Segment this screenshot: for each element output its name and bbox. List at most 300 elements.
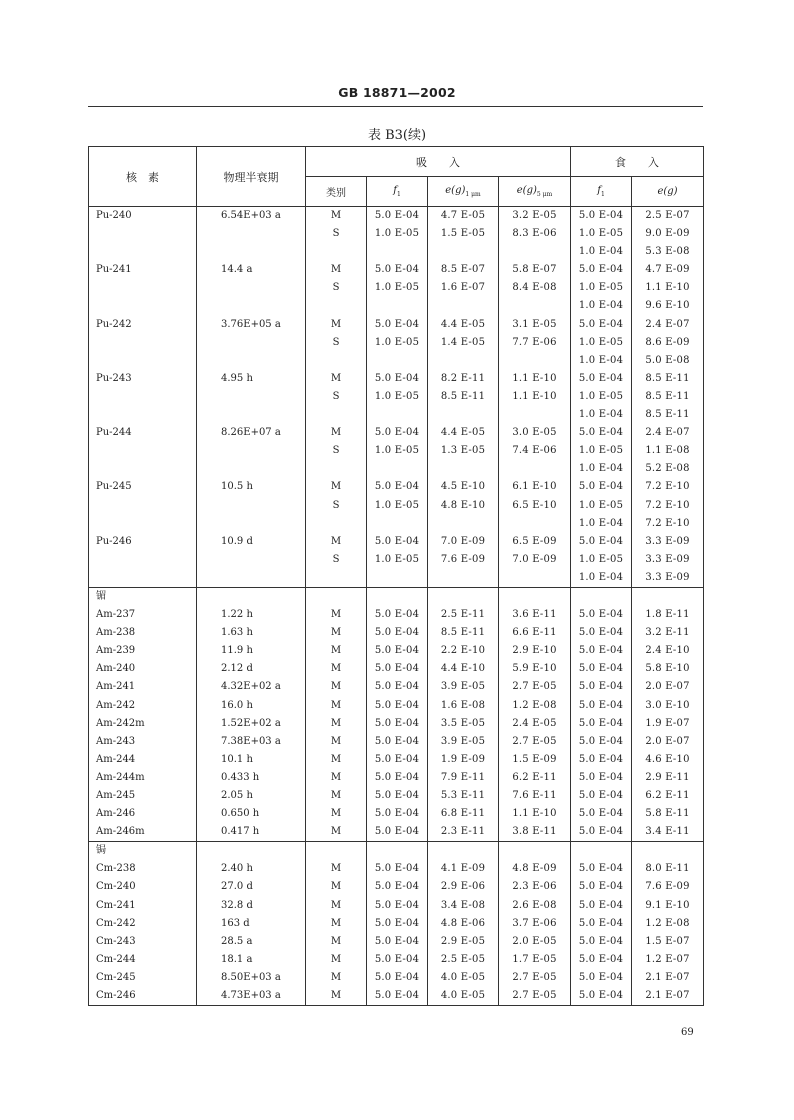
ingestion-e-cell: 8.6 E-09 <box>632 334 704 352</box>
ingestion-e-cell: 3.0 E-10 <box>632 697 704 715</box>
table-row <box>89 897 704 915</box>
table-row <box>89 642 704 660</box>
table-row <box>89 951 704 969</box>
ingestion-e-cell: 9.6 E-10 <box>632 297 704 315</box>
ingestion-f1-cell: 1.0 E-04 <box>571 515 632 533</box>
ingestion-f1-cell: 5.0 E-04 <box>571 969 632 987</box>
ingestion-f1-cell: 5.0 E-04 <box>571 987 632 1006</box>
inhalation-f1-cell: 5.0 E-04 <box>367 769 428 787</box>
ingestion-e-cell: 8.5 E-11 <box>632 388 704 406</box>
inhalation-f1-cell <box>367 460 428 478</box>
table-row <box>89 497 704 515</box>
half-life-cell: 1.63 h <box>197 624 306 642</box>
e-5um-cell: 2.7 E-05 <box>499 733 571 751</box>
type-cell <box>306 569 367 588</box>
empty-cell <box>367 842 428 861</box>
inhalation-f1-cell: 5.0 E-04 <box>367 933 428 951</box>
e-5um-cell: 1.1 E-10 <box>499 388 571 406</box>
empty-cell <box>499 587 571 606</box>
nuclide-cell <box>89 279 197 297</box>
nuclide-cell: Am-246m <box>89 823 197 842</box>
table-row <box>89 261 704 279</box>
type-cell: M <box>306 769 367 787</box>
inhalation-f1-cell: 1.0 E-05 <box>367 442 428 460</box>
e-5um-cell: 2.7 E-05 <box>499 987 571 1006</box>
nuclide-cell <box>89 225 197 243</box>
inhalation-f1-cell: 5.0 E-04 <box>367 642 428 660</box>
e-1um-cell: 2.9 E-06 <box>428 878 499 896</box>
e-1um-cell: 3.9 E-05 <box>428 678 499 696</box>
type-cell: S <box>306 225 367 243</box>
table-row <box>89 733 704 751</box>
empty-cell <box>632 587 704 606</box>
table-row <box>89 460 704 478</box>
e-1um-cell: 8.5 E-11 <box>428 388 499 406</box>
table-row <box>89 715 704 733</box>
e-5um-cell <box>499 243 571 261</box>
nuclide-cell: Cm-246 <box>89 987 197 1006</box>
inhalation-f1-cell: 1.0 E-05 <box>367 388 428 406</box>
e-5um-cell: 2.0 E-05 <box>499 933 571 951</box>
inhalation-f1-cell: 1.0 E-05 <box>367 279 428 297</box>
table-row <box>89 316 704 334</box>
e-5um-cell: 5.8 E-07 <box>499 261 571 279</box>
table-row <box>89 987 704 1006</box>
empty-cell <box>197 842 306 861</box>
table-row <box>89 860 704 878</box>
half-life-cell: 16.0 h <box>197 697 306 715</box>
table-row <box>89 533 704 551</box>
e-1um-cell: 4.0 E-05 <box>428 969 499 987</box>
half-life-cell <box>197 551 306 569</box>
type-cell <box>306 243 367 261</box>
inhalation-f1-cell: 5.0 E-04 <box>367 424 428 442</box>
e-5um-cell: 1.1 E-10 <box>499 805 571 823</box>
ingestion-f1-cell: 5.0 E-04 <box>571 642 632 660</box>
type-cell: M <box>306 370 367 388</box>
ingestion-f1-cell: 5.0 E-04 <box>571 606 632 624</box>
ingestion-f1-cell: 5.0 E-04 <box>571 915 632 933</box>
type-cell: M <box>306 261 367 279</box>
e-1um-cell: 4.5 E-10 <box>428 478 499 496</box>
e-5um-cell: 1.2 E-08 <box>499 697 571 715</box>
half-life-cell: 0.650 h <box>197 805 306 823</box>
half-life-cell: 0.433 h <box>197 769 306 787</box>
table-row <box>89 442 704 460</box>
empty-cell <box>428 587 499 606</box>
table-row <box>89 406 704 424</box>
nuclide-cell: Am-244 <box>89 751 197 769</box>
empty-cell <box>571 842 632 861</box>
header-e-5um: $e(g)_{5 \mu m}$ <box>499 177 571 207</box>
e-5um-cell: 3.0 E-05 <box>499 424 571 442</box>
ingestion-f1-cell: 5.0 E-04 <box>571 316 632 334</box>
ingestion-f1-cell: 1.0 E-04 <box>571 460 632 478</box>
type-cell: M <box>306 805 367 823</box>
empty-cell <box>632 842 704 861</box>
e-1um-cell: 2.9 E-05 <box>428 933 499 951</box>
header-inhalation-f1: $f_1$ <box>367 177 428 207</box>
e-5um-cell: 2.4 E-05 <box>499 715 571 733</box>
half-life-cell: 2.40 h <box>197 860 306 878</box>
header-ingestion-e: e(g) <box>632 177 704 207</box>
inhalation-f1-cell: 5.0 E-04 <box>367 370 428 388</box>
e-5um-cell: 2.3 E-06 <box>499 878 571 896</box>
ingestion-e-cell: 2.9 E-11 <box>632 769 704 787</box>
table-row <box>89 823 704 842</box>
type-cell: M <box>306 969 367 987</box>
e-1um-cell: 3.5 E-05 <box>428 715 499 733</box>
type-cell: M <box>306 624 367 642</box>
inhalation-f1-cell: 5.0 E-04 <box>367 606 428 624</box>
ingestion-f1-cell: 5.0 E-04 <box>571 933 632 951</box>
table-row <box>89 915 704 933</box>
half-life-cell <box>197 442 306 460</box>
e-1um-cell: 8.5 E-07 <box>428 261 499 279</box>
inhalation-f1-cell: 5.0 E-04 <box>367 751 428 769</box>
header-nuclide: 核 素 <box>89 147 197 207</box>
type-cell: M <box>306 987 367 1006</box>
e-1um-cell <box>428 515 499 533</box>
e-1um-cell: 1.3 E-05 <box>428 442 499 460</box>
header-e-1um: $e(g)_{1 \mu m}$ <box>428 177 499 207</box>
inhalation-f1-cell: 5.0 E-04 <box>367 897 428 915</box>
half-life-cell: 4.32E+02 a <box>197 678 306 696</box>
e-1um-cell: 4.8 E-06 <box>428 915 499 933</box>
nuclide-cell <box>89 515 197 533</box>
nuclide-cell: Am-238 <box>89 624 197 642</box>
e-5um-cell: 6.5 E-10 <box>499 497 571 515</box>
e-1um-cell: 8.5 E-11 <box>428 624 499 642</box>
e-1um-cell: 2.3 E-11 <box>428 823 499 842</box>
nuclide-cell: Pu-244 <box>89 424 197 442</box>
ingestion-f1-cell: 1.0 E-04 <box>571 297 632 315</box>
type-cell: M <box>306 715 367 733</box>
table-row <box>89 751 704 769</box>
inhalation-f1-cell: 1.0 E-05 <box>367 334 428 352</box>
nuclide-cell <box>89 442 197 460</box>
e-1um-cell: 8.2 E-11 <box>428 370 499 388</box>
ingestion-f1-cell: 1.0 E-04 <box>571 569 632 588</box>
table-row <box>89 225 704 243</box>
table-row <box>89 279 704 297</box>
inhalation-f1-cell: 5.0 E-04 <box>367 915 428 933</box>
type-cell: M <box>306 733 367 751</box>
table-row <box>89 624 704 642</box>
header-ingestion: 食 入 <box>571 147 704 177</box>
e-5um-cell: 7.6 E-11 <box>499 787 571 805</box>
type-cell: M <box>306 823 367 842</box>
half-life-cell <box>197 569 306 588</box>
inhalation-f1-cell: 5.0 E-04 <box>367 697 428 715</box>
table-row <box>89 933 704 951</box>
ingestion-e-cell: 7.2 E-10 <box>632 478 704 496</box>
half-life-cell: 4.73E+03 a <box>197 987 306 1006</box>
ingestion-e-cell: 2.1 E-07 <box>632 987 704 1006</box>
table-row <box>89 878 704 896</box>
header-inhalation: 吸 入 <box>306 147 571 177</box>
e-1um-cell: 7.0 E-09 <box>428 533 499 551</box>
nuclide-cell: Pu-240 <box>89 207 197 226</box>
inhalation-f1-cell <box>367 515 428 533</box>
table-row <box>89 787 704 805</box>
type-cell: M <box>306 860 367 878</box>
ingestion-e-cell: 8.0 E-11 <box>632 860 704 878</box>
type-cell <box>306 352 367 370</box>
empty-cell <box>367 587 428 606</box>
inhalation-f1-cell <box>367 569 428 588</box>
empty-cell <box>306 842 367 861</box>
table-caption: 表 B3(续) <box>367 128 427 143</box>
inhalation-f1-cell: 5.0 E-04 <box>367 823 428 842</box>
inhalation-f1-cell: 1.0 E-05 <box>367 551 428 569</box>
inhalation-f1-cell: 5.0 E-04 <box>367 878 428 896</box>
e-5um-cell: 7.7 E-06 <box>499 334 571 352</box>
ingestion-f1-cell: 5.0 E-04 <box>571 787 632 805</box>
e-5um-cell: 2.7 E-05 <box>499 678 571 696</box>
type-cell: M <box>306 878 367 896</box>
ingestion-e-cell: 7.6 E-09 <box>632 878 704 896</box>
inhalation-f1-cell: 5.0 E-04 <box>367 715 428 733</box>
e-1um-cell: 4.4 E-10 <box>428 660 499 678</box>
ingestion-e-cell: 5.2 E-08 <box>632 460 704 478</box>
e-5um-cell: 3.2 E-05 <box>499 207 571 226</box>
half-life-cell: 10.5 h <box>197 478 306 496</box>
ingestion-f1-cell: 1.0 E-04 <box>571 352 632 370</box>
table-row <box>89 969 704 987</box>
ingestion-f1-cell: 1.0 E-04 <box>571 406 632 424</box>
half-life-cell: 32.8 d <box>197 897 306 915</box>
nuclide-cell: Am-240 <box>89 660 197 678</box>
half-life-cell: 0.417 h <box>197 823 306 842</box>
half-life-cell <box>197 515 306 533</box>
nuclide-cell <box>89 406 197 424</box>
type-cell: M <box>306 478 367 496</box>
half-life-cell <box>197 406 306 424</box>
type-cell: M <box>306 787 367 805</box>
ingestion-e-cell: 6.2 E-11 <box>632 787 704 805</box>
e-5um-cell: 3.6 E-11 <box>499 606 571 624</box>
e-1um-cell: 3.9 E-05 <box>428 733 499 751</box>
ingestion-f1-cell: 1.0 E-05 <box>571 442 632 460</box>
empty-cell <box>197 587 306 606</box>
ingestion-e-cell: 1.2 E-08 <box>632 915 704 933</box>
table-row <box>89 207 704 226</box>
half-life-cell: 4.95 h <box>197 370 306 388</box>
element-group-label: 锔 <box>89 842 197 861</box>
e-1um-cell: 1.6 E-07 <box>428 279 499 297</box>
inhalation-f1-cell: 5.0 E-04 <box>367 316 428 334</box>
table-row <box>89 388 704 406</box>
e-1um-cell: 4.8 E-10 <box>428 497 499 515</box>
empty-cell <box>428 842 499 861</box>
e-5um-cell: 8.4 E-08 <box>499 279 571 297</box>
nuclide-cell: Am-239 <box>89 642 197 660</box>
ingestion-e-cell: 1.1 E-10 <box>632 279 704 297</box>
header-half-life: 物理半衰期 <box>197 147 306 207</box>
half-life-cell: 8.26E+07 a <box>197 424 306 442</box>
half-life-cell: 2.12 d <box>197 660 306 678</box>
type-cell <box>306 515 367 533</box>
inhalation-f1-cell <box>367 406 428 424</box>
type-cell: M <box>306 751 367 769</box>
ingestion-f1-cell: 5.0 E-04 <box>571 697 632 715</box>
table-row <box>89 805 704 823</box>
ingestion-e-cell: 1.1 E-08 <box>632 442 704 460</box>
type-cell <box>306 297 367 315</box>
inhalation-f1-cell: 5.0 E-04 <box>367 678 428 696</box>
nuclide-cell <box>89 388 197 406</box>
e-1um-cell <box>428 460 499 478</box>
ingestion-f1-cell: 1.0 E-05 <box>571 551 632 569</box>
nuclide-cell: Am-242m <box>89 715 197 733</box>
e-1um-cell: 5.3 E-11 <box>428 787 499 805</box>
ingestion-e-cell: 4.6 E-10 <box>632 751 704 769</box>
ingestion-f1-cell: 5.0 E-04 <box>571 261 632 279</box>
table-row <box>89 606 704 624</box>
e-1um-cell: 1.9 E-09 <box>428 751 499 769</box>
ingestion-e-cell: 2.4 E-07 <box>632 316 704 334</box>
e-5um-cell: 1.5 E-09 <box>499 751 571 769</box>
e-1um-cell <box>428 243 499 261</box>
inhalation-f1-cell: 5.0 E-04 <box>367 207 428 226</box>
ingestion-f1-cell: 1.0 E-05 <box>571 497 632 515</box>
type-cell: S <box>306 551 367 569</box>
empty-cell <box>571 587 632 606</box>
inhalation-f1-cell: 5.0 E-04 <box>367 805 428 823</box>
ingestion-e-cell: 3.2 E-11 <box>632 624 704 642</box>
half-life-cell: 8.50E+03 a <box>197 969 306 987</box>
type-cell: S <box>306 279 367 297</box>
e-1um-cell: 7.6 E-09 <box>428 551 499 569</box>
e-5um-cell <box>499 569 571 588</box>
nuclide-cell: Pu-246 <box>89 533 197 551</box>
ingestion-f1-cell: 1.0 E-05 <box>571 225 632 243</box>
table-row <box>89 297 704 315</box>
half-life-cell: 18.1 a <box>197 951 306 969</box>
half-life-cell <box>197 352 306 370</box>
ingestion-e-cell: 2.1 E-07 <box>632 969 704 987</box>
ingestion-e-cell: 5.8 E-10 <box>632 660 704 678</box>
inhalation-f1-cell <box>367 297 428 315</box>
table-row <box>89 515 704 533</box>
ingestion-e-cell: 7.2 E-10 <box>632 515 704 533</box>
inhalation-f1-cell: 5.0 E-04 <box>367 261 428 279</box>
e-5um-cell: 2.9 E-10 <box>499 642 571 660</box>
e-5um-cell: 1.7 E-05 <box>499 951 571 969</box>
ingestion-e-cell: 5.3 E-08 <box>632 243 704 261</box>
inhalation-f1-cell: 5.0 E-04 <box>367 660 428 678</box>
header-rule <box>88 106 703 107</box>
e-5um-cell: 3.7 E-06 <box>499 915 571 933</box>
e-1um-cell <box>428 297 499 315</box>
ingestion-e-cell: 7.2 E-10 <box>632 497 704 515</box>
half-life-cell <box>197 388 306 406</box>
type-cell: M <box>306 897 367 915</box>
ingestion-f1-cell: 5.0 E-04 <box>571 370 632 388</box>
e-5um-cell <box>499 460 571 478</box>
e-5um-cell: 3.8 E-11 <box>499 823 571 842</box>
nuclide-cell: Am-243 <box>89 733 197 751</box>
ingestion-e-cell: 3.4 E-11 <box>632 823 704 842</box>
inhalation-f1-cell: 5.0 E-04 <box>367 478 428 496</box>
type-cell: M <box>306 915 367 933</box>
ingestion-e-cell: 9.1 E-10 <box>632 897 704 915</box>
e-5um-cell: 7.4 E-06 <box>499 442 571 460</box>
ingestion-f1-cell: 1.0 E-04 <box>571 243 632 261</box>
table-row <box>89 769 704 787</box>
e-5um-cell: 6.6 E-11 <box>499 624 571 642</box>
ingestion-f1-cell: 1.0 E-05 <box>571 334 632 352</box>
half-life-cell <box>197 279 306 297</box>
inhalation-f1-cell: 5.0 E-04 <box>367 951 428 969</box>
e-5um-cell: 5.9 E-10 <box>499 660 571 678</box>
ingestion-f1-cell: 5.0 E-04 <box>571 860 632 878</box>
ingestion-f1-cell: 5.0 E-04 <box>571 751 632 769</box>
e-1um-cell: 4.1 E-09 <box>428 860 499 878</box>
inhalation-f1-cell: 5.0 E-04 <box>367 787 428 805</box>
dose-coefficient-table <box>88 146 704 1006</box>
half-life-cell: 28.5 a <box>197 933 306 951</box>
nuclide-cell: Am-241 <box>89 678 197 696</box>
half-life-cell <box>197 334 306 352</box>
ingestion-e-cell: 1.8 E-11 <box>632 606 704 624</box>
e-5um-cell: 6.5 E-09 <box>499 533 571 551</box>
e-1um-cell: 3.4 E-08 <box>428 897 499 915</box>
inhalation-f1-cell: 5.0 E-04 <box>367 733 428 751</box>
ingestion-f1-cell: 1.0 E-05 <box>571 388 632 406</box>
ingestion-e-cell: 5.8 E-11 <box>632 805 704 823</box>
ingestion-e-cell: 8.5 E-11 <box>632 370 704 388</box>
type-cell: M <box>306 642 367 660</box>
table-row <box>89 334 704 352</box>
nuclide-cell: Cm-243 <box>89 933 197 951</box>
e-1um-cell: 6.8 E-11 <box>428 805 499 823</box>
table-row <box>89 569 704 588</box>
table-body <box>89 207 704 1006</box>
type-cell: M <box>306 606 367 624</box>
e-1um-cell: 4.4 E-05 <box>428 316 499 334</box>
nuclide-cell: Cm-245 <box>89 969 197 987</box>
ingestion-e-cell: 4.7 E-09 <box>632 261 704 279</box>
nuclide-cell: Am-237 <box>89 606 197 624</box>
type-cell: S <box>306 442 367 460</box>
e-1um-cell: 2.2 E-10 <box>428 642 499 660</box>
inhalation-f1-cell: 5.0 E-04 <box>367 969 428 987</box>
half-life-cell <box>197 497 306 515</box>
nuclide-cell: Pu-241 <box>89 261 197 279</box>
e-5um-cell <box>499 297 571 315</box>
ingestion-f1-cell: 5.0 E-04 <box>571 478 632 496</box>
ingestion-f1-cell: 5.0 E-04 <box>571 660 632 678</box>
header-ingestion-f1: $f_1$ <box>571 177 632 207</box>
half-life-cell: 14.4 a <box>197 261 306 279</box>
ingestion-e-cell: 1.2 E-07 <box>632 951 704 969</box>
ingestion-f1-cell: 5.0 E-04 <box>571 951 632 969</box>
ingestion-f1-cell: 5.0 E-04 <box>571 624 632 642</box>
table-row <box>89 660 704 678</box>
e-1um-cell: 1.4 E-05 <box>428 334 499 352</box>
half-life-cell: 27.0 d <box>197 878 306 896</box>
ingestion-e-cell: 2.4 E-10 <box>632 642 704 660</box>
inhalation-f1-cell: 5.0 E-04 <box>367 860 428 878</box>
half-life-cell <box>197 460 306 478</box>
half-life-cell: 11.9 h <box>197 642 306 660</box>
ingestion-f1-cell: 5.0 E-04 <box>571 715 632 733</box>
type-cell: M <box>306 424 367 442</box>
empty-cell <box>306 587 367 606</box>
table-row <box>89 551 704 569</box>
